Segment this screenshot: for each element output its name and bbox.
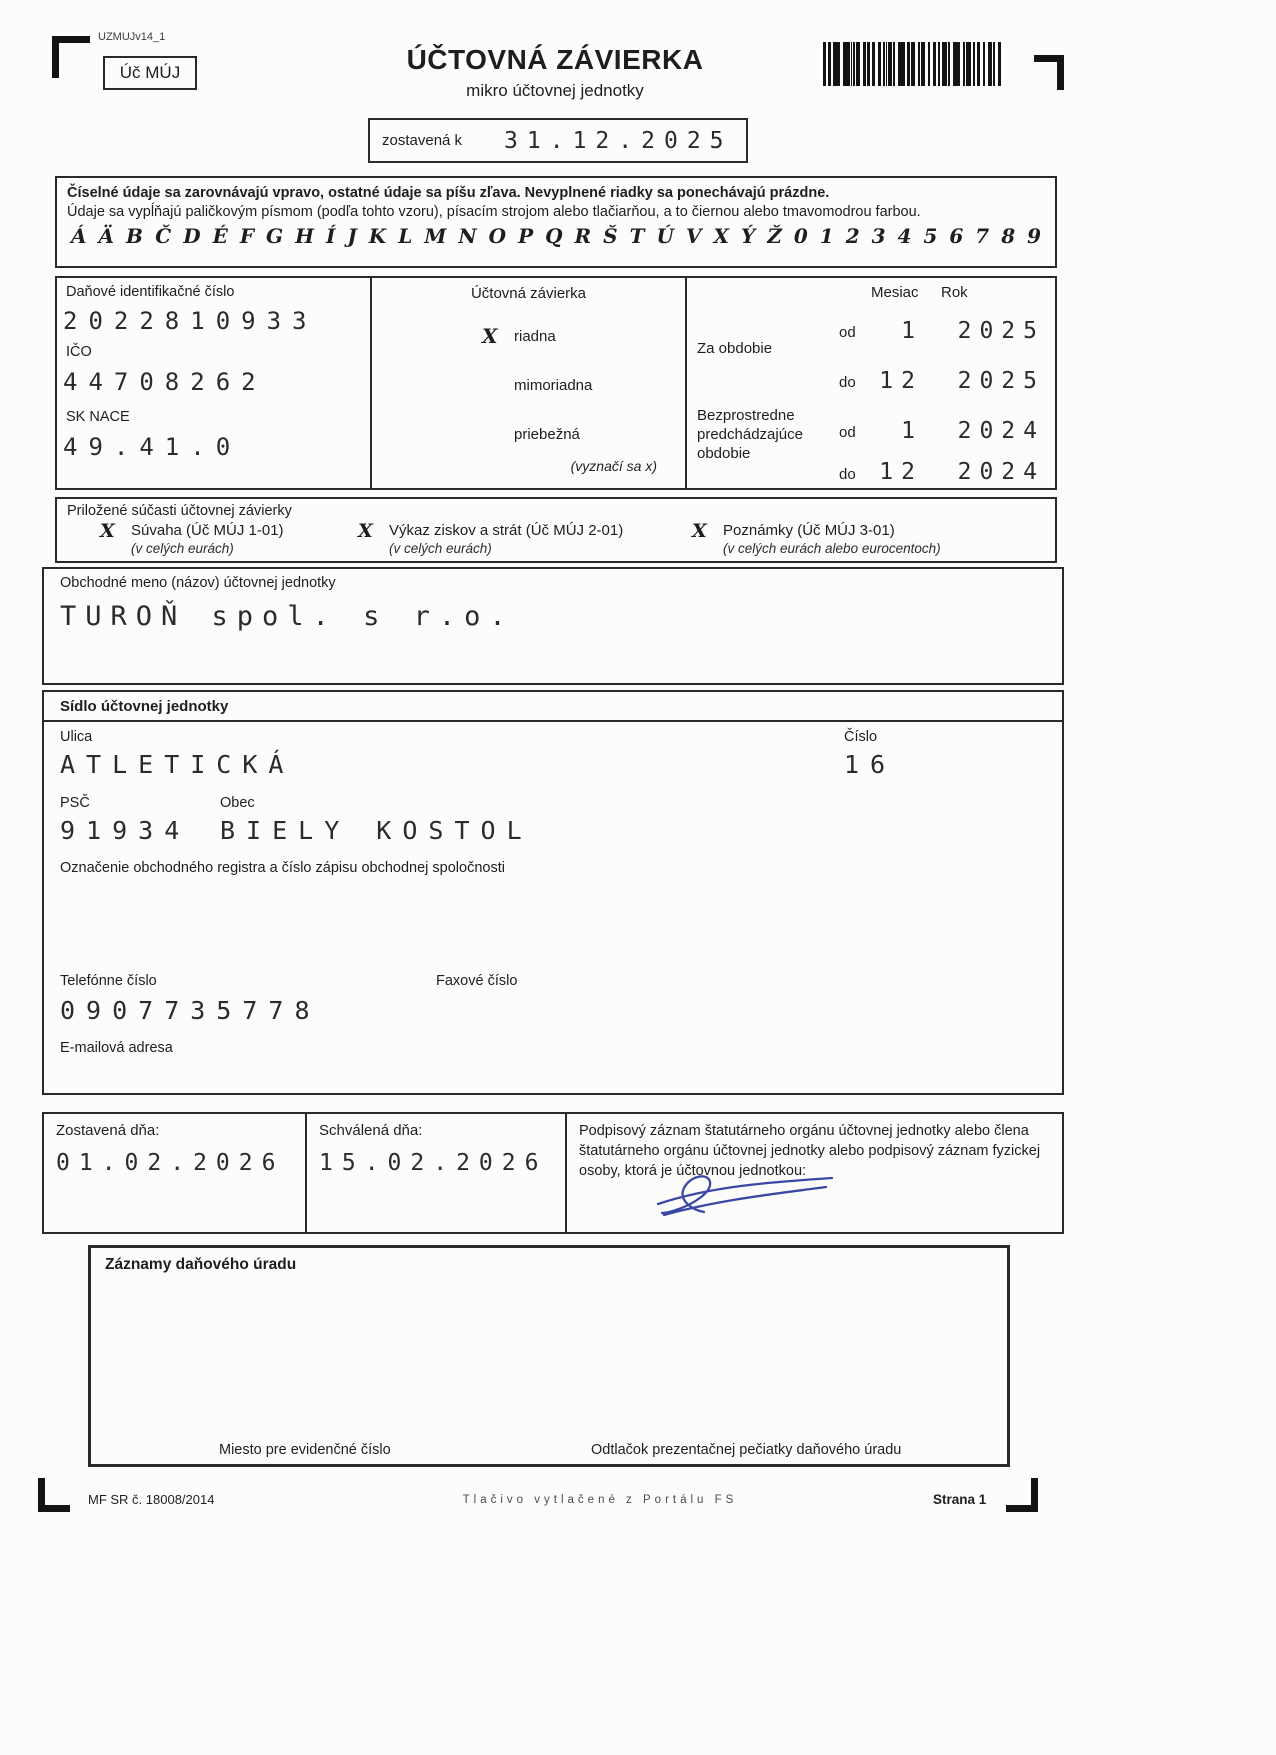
year-column-header: Rok — [941, 284, 968, 301]
option-riadna-label: riadna — [514, 328, 556, 345]
footer-printed-from-portal: Tlačivo vytlačené z Portálu FS — [462, 1494, 738, 1506]
attachment-suvaha-label: Súvaha (Úč MÚJ 1-01) — [131, 522, 284, 539]
previous-from-year: 2024 — [957, 418, 1045, 444]
signature-instruction-text: Podpisový záznam štatutárneho orgánu účtovnej jednotky alebo člena štatutárneho orgánu účtovnej jednotky alebo podpisový záznam fyzickej osoby, ktorá je účtovnou jednotkou: — [579, 1123, 1041, 1179]
current-from-month: 1 — [901, 318, 923, 344]
month-column-header: Mesiac — [871, 284, 919, 301]
street-number-value: 16 — [844, 750, 897, 779]
sample-digits: 0123456789 — [793, 224, 1054, 248]
signoff-section — [42, 1112, 1064, 1234]
current-to-month: 12 — [879, 368, 923, 394]
checkbox-mark-riadna: X — [482, 324, 498, 348]
compiled-at-box — [368, 118, 748, 163]
previous-to-year: 2024 — [957, 459, 1045, 485]
business-name-label: Obchodné meno (názov) účtovnej jednotky — [60, 575, 336, 591]
approved-date-label: Schválená dňa: — [319, 1122, 423, 1139]
attachment-suvaha-note: (v celých eurách) — [131, 541, 234, 556]
current-to-label: do — [839, 374, 856, 391]
registration-mark-top-right — [1034, 55, 1064, 90]
previous-from-label: od — [839, 424, 856, 441]
form-subtitle: mikro účtovnej jednotky — [466, 81, 644, 100]
sk-nace-value: 49.41.0 — [63, 433, 242, 461]
presentation-stamp-label: Odtlačok prezentačnej pečiatky daňového úradu — [591, 1442, 902, 1458]
attachment-vykaz-note: (v celých eurách) — [389, 541, 492, 556]
phone-value: 0907735778 — [60, 996, 321, 1025]
approved-date-cell — [307, 1114, 567, 1232]
attachments-section — [55, 497, 1057, 563]
mark-with-x-note: (vyznačí sa x) — [570, 458, 657, 474]
attachments-label: Priložené súčasti účtovnej závierky — [67, 503, 292, 519]
registration-mark-top-left — [52, 36, 90, 78]
street-value: ATLETICKÁ — [60, 750, 295, 779]
municipality-label: Obec — [220, 795, 255, 811]
sk-nace-label: SK NACE — [66, 409, 130, 425]
statement-type-label: Účtovná závierka — [470, 285, 587, 302]
postal-code-value: 91934 — [60, 816, 191, 845]
tax-office-records-label: Záznamy daňového úradu — [105, 1256, 297, 1273]
registered-office-section — [42, 690, 1064, 1095]
instructions-box — [55, 176, 1057, 268]
ico-label: IČO — [66, 344, 92, 360]
attachment-poznamky-label: Poznámky (Úč MÚJ 3-01) — [723, 522, 895, 539]
email-label: E-mailová adresa — [60, 1040, 173, 1056]
footer-form-number: MF SR č. 18008/2014 — [88, 1492, 215, 1507]
registration-mark-bottom-left — [38, 1478, 70, 1512]
attachment-vykaz-label: Výkaz ziskov a strát (Úč MÚJ 2-01) — [389, 522, 624, 539]
evidence-number-label: Miesto pre evidenčné číslo — [219, 1442, 391, 1458]
ico-value: 44708262 — [63, 368, 267, 396]
registered-office-header: Sídlo účtovnej jednotky — [44, 692, 1062, 722]
sample-letters: ÁÄBČDÉFGHÍJKLMNOPQRŠTÚVXÝŽ — [71, 224, 794, 248]
dic-value: 2022810933 — [63, 307, 318, 335]
form-id-box — [103, 56, 197, 90]
tax-office-section — [88, 1245, 1010, 1467]
current-from-label: od — [839, 324, 856, 341]
form-title: ÚČTOVNÁ ZÁVIERKA — [406, 44, 704, 75]
postal-code-label: PSČ — [60, 795, 90, 811]
compiled-at-label: zostavená k — [382, 132, 463, 149]
form-id-label: Úč MÚJ — [119, 63, 181, 82]
option-mimoriadna-label: mimoriadna — [514, 377, 593, 394]
previous-period-label: Bezprostredne predchádzajúce obdobie — [697, 407, 803, 463]
instruction-line-1: Číselné údaje sa zarovnávajú vpravo, ostatné údaje sa píšu zľava. Nevyplnené riadky sa ponechávajú prázdne. — [67, 185, 830, 201]
current-from-year: 2025 — [957, 318, 1045, 344]
dic-label: Daňové identifikačné číslo — [66, 284, 235, 300]
statement-type-column — [372, 278, 687, 488]
checkbox-mark-poznamky: X — [692, 520, 707, 542]
commercial-register-label: Označenie obchodného registra a číslo zápisu obchodnej spoločnosti — [60, 860, 505, 876]
compiled-at-value: 31.12.2025 — [504, 127, 733, 154]
barcode — [823, 42, 1001, 86]
identification-section — [55, 276, 1057, 490]
business-name-value: TUROŇ spol. s r.o. — [60, 601, 515, 632]
checkbox-mark-suvaha: X — [100, 520, 115, 542]
instruction-line-2: Údaje sa vypĺňajú paličkovým písmom (podľa tohto vzoru), písacím strojom alebo tlačiarňou, a to čiernou alebo tmavomodrou farbou. — [67, 204, 921, 220]
current-period-label: Za obdobie — [697, 340, 773, 357]
business-name-section — [42, 567, 1064, 685]
period-column — [687, 278, 1055, 488]
street-label: Ulica — [60, 729, 93, 745]
previous-from-month: 1 — [901, 418, 923, 444]
registration-mark-bottom-right — [1006, 1478, 1038, 1512]
approved-date-value: 15.02.2026 — [319, 1150, 548, 1176]
previous-to-label: do — [839, 466, 856, 483]
phone-label: Telefónne číslo — [60, 973, 157, 989]
form-version-code: UZMUJv14_1 — [98, 31, 166, 43]
handwritten-signature — [642, 1160, 842, 1226]
checkbox-mark-vykaz: X — [358, 520, 373, 542]
compiled-date-cell — [44, 1114, 307, 1232]
sample-characters-row — [67, 224, 1054, 248]
option-priebezna-label: priebežná — [514, 426, 580, 443]
footer-page-number: Strana 1 — [933, 1492, 987, 1507]
street-number-label: Číslo — [844, 729, 878, 745]
compiled-date-label: Zostavená dňa: — [56, 1122, 160, 1139]
fax-label: Faxové číslo — [436, 973, 518, 989]
municipality-value: BIELY KOSTOL — [220, 816, 533, 845]
previous-to-month: 12 — [879, 459, 923, 485]
tax-id-column — [57, 278, 372, 488]
signature-cell — [567, 1114, 1062, 1232]
current-to-year: 2025 — [957, 368, 1045, 394]
attachment-poznamky-note: (v celých eurách alebo eurocentoch) — [723, 541, 941, 556]
compiled-date-value: 01.02.2026 — [56, 1150, 285, 1176]
